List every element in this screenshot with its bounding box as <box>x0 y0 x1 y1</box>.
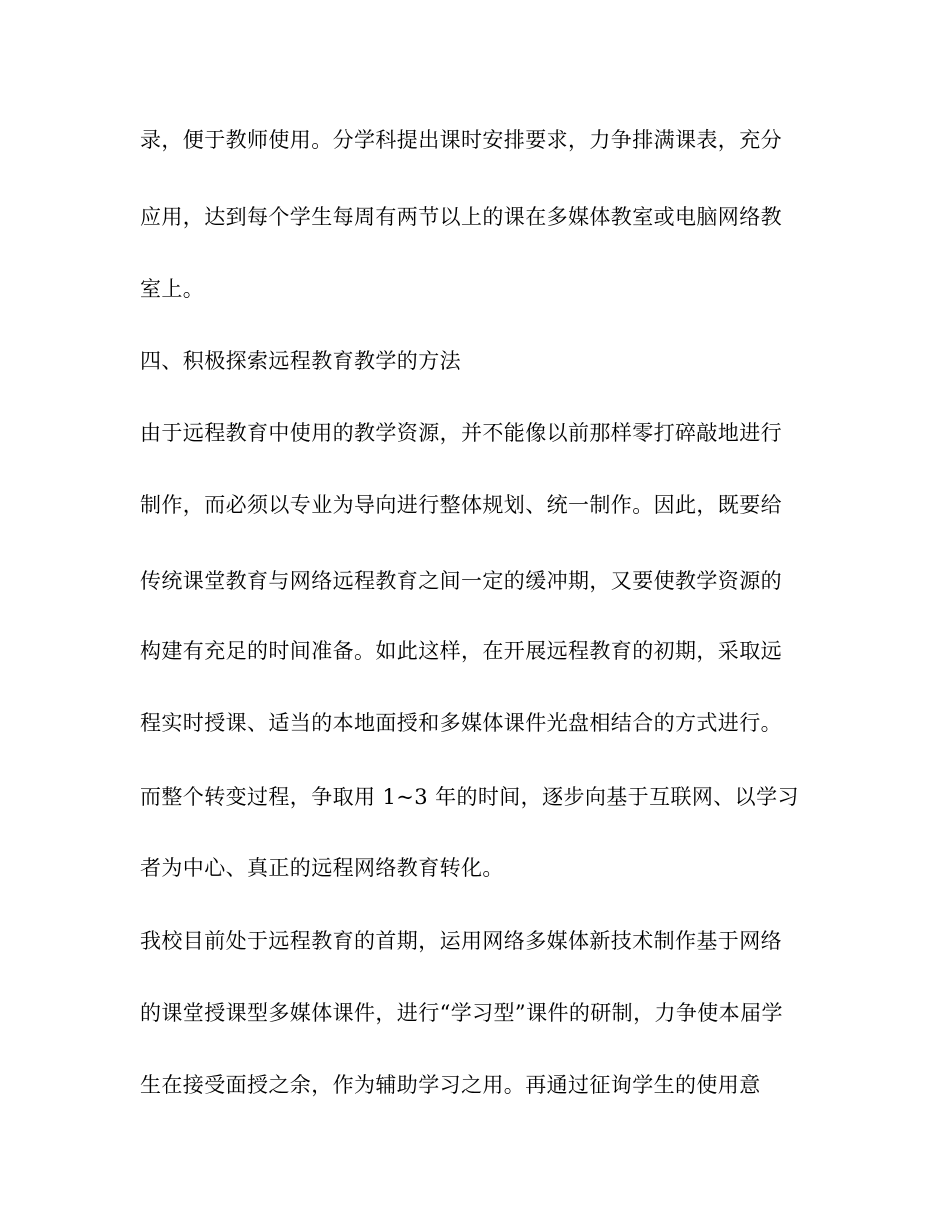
text-line-10: 而整个转变过程，争取用 1~3 年的时间，逐步向基于互联网、以学习 <box>140 785 799 809</box>
text-line-5: 由于远程教育中使用的教学资源，并不能像以前那样零打碎敲地进行 <box>140 421 782 445</box>
text-line-3: 室上。 <box>140 277 205 301</box>
text-line-8: 构建有充足的时间准备。如此这样，在开展远程教育的初期，采取远 <box>140 639 782 663</box>
text-line-6: 制作，而必须以专业为导向进行整体规划、统一制作。因此，既要给 <box>140 493 782 517</box>
text-line-11: 者为中心、真正的远程网络教育转化。 <box>140 856 504 880</box>
text-line-13: 的课堂授课型多媒体课件，进行“学习型”课件的研制，力争使本届学 <box>140 1001 783 1025</box>
text-line-12: 我校目前处于远程教育的首期，运用网络多媒体新技术制作基于网络 <box>140 929 782 953</box>
text-line-2: 应用，达到每个学生每周有两节以上的课在多媒体教室或电脑网络教 <box>140 205 782 229</box>
section-heading: 四、积极探索远程教育教学的方法 <box>140 349 461 373</box>
text-line-7: 传统课堂教育与网络远程教育之间一定的缓冲期，又要使教学资源的 <box>140 569 782 593</box>
text-line-9: 程实时授课、适当的本地面授和多媒体课件光盘相结合的方式进行。 <box>140 711 782 735</box>
text-line-1: 录，便于教师使用。分学科提出课时安排要求，力争排满课表，充分 <box>140 128 782 152</box>
text-line-14: 生在接受面授之余，作为辅助学习之用。再通过征询学生的使用意 <box>140 1073 761 1097</box>
